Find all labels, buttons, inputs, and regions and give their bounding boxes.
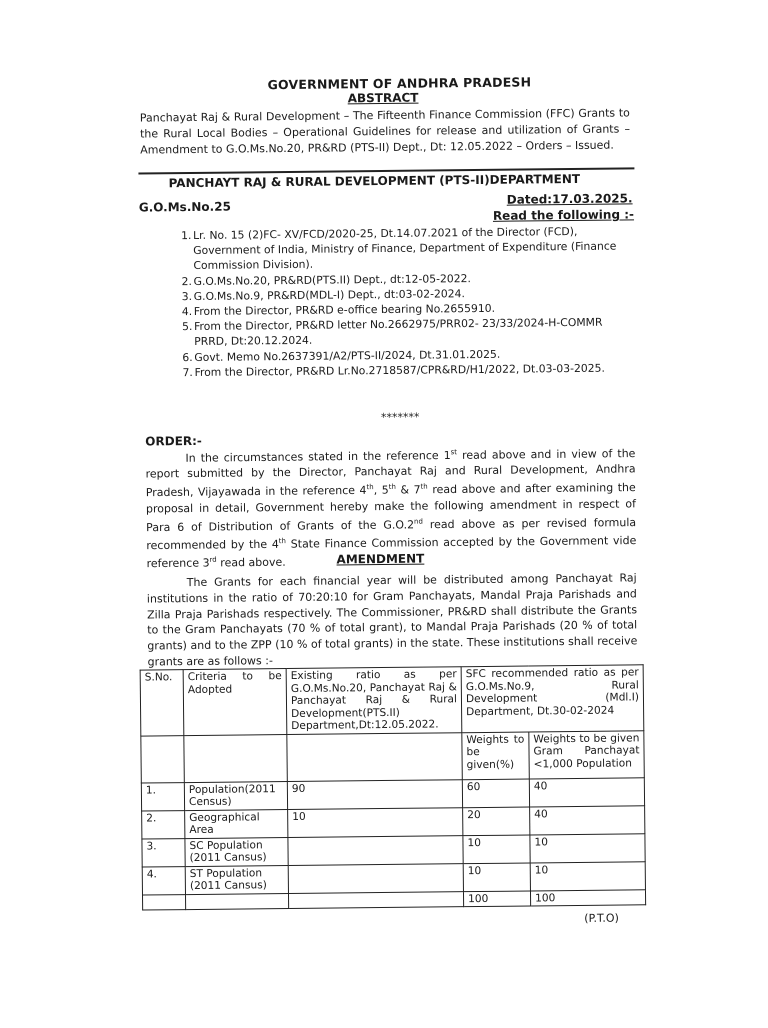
reference-text: Govt. Memo No.2637391/A2/PTS-II/2024, Dt.31.01.2025.: [194, 347, 501, 364]
header-existing-ratio: Existing ratio as per G.O.Ms.No.20, Panchayat Raj & Panchayat Raj & Rural Development(PTS.II) Department,Dt:12.05.2022.: [286, 667, 462, 734]
subheader-weights: Weights to be given(%): [462, 731, 529, 779]
table-cell: [142, 894, 185, 910]
cell-sno: 4.: [142, 866, 185, 894]
read-following-heading: [493, 207, 634, 222]
header-sfc-ratio: SFC recommended ratio as per G.O.Ms.No.9, Rural Development (Mdl.I) Department, Dt.30-02-2024: [461, 665, 644, 732]
reference-number: 1.: [181, 229, 192, 243]
reference-text: From the Director, PR&RD letter No.2662975/PRR02- 23/33/2024-H-COMMR PRRD, Dt:20.12.2024.: [193, 315, 603, 349]
amendment-heading: AMENDMENT: [336, 551, 425, 567]
table-header-row: [140, 665, 644, 736]
cell-existing: [288, 863, 463, 893]
cell-sno: 1.: [141, 782, 184, 810]
reference-number: 4.: [181, 305, 193, 319]
cell-sno: 2.: [142, 810, 185, 838]
cell-gram: 10: [530, 861, 645, 890]
table-cell: [185, 893, 288, 910]
amendment-paragraph: The Grants for each financial year will be distributed among Panchayat Raj institutions in the ratio of 70:20:10 for Gram Panchayats, Mandal Praja Parishads and Zilla Praja Parishads respectively. The Commissioner, PR&RD shall distribute the Grants to the Gram Panchayats (70 % of total grant), to Mandal Praja Parishads (20 % of total grants) and to the ZPP (10 % of total grants) in the state. These institutions shall receive grants are as follows :-: [146, 571, 638, 669]
subject-paragraph: Panchayat Raj & Rural Development – The Fifteenth Finance Commission (FFC) Grants to the Rural Local Bodies – Operational Guidelines for release and utilization of Grants – Amendment to G.O.Ms.No.20, PR&RD (PTS-II) Dept., Dt: 12.05.2022 – Orders – Issued.: [139, 106, 631, 157]
subheader-gram-panchayat: Weights to be given Gram Panchayat <1,000 Population: [529, 730, 644, 778]
cell-criteria: SC Population (2011 Cansus): [185, 837, 288, 866]
reference-item: [182, 315, 632, 350]
order-heading: ORDER:-: [145, 433, 202, 449]
cell-weights: 10: [463, 862, 530, 891]
cell-weights: 20: [463, 806, 530, 835]
department-title: PANCHAYT RAJ & RURAL DEVELOPMENT (PTS-II)DEPARTMENT: [168, 171, 581, 191]
table-cell: [287, 732, 462, 781]
cell-gram: 40: [529, 777, 644, 806]
table-subheader-row: [141, 730, 644, 782]
reference-number: 3.: [181, 289, 193, 303]
header-criteria: Criteria to be Adopted: [183, 669, 287, 736]
reference-number: 2.: [181, 274, 192, 288]
cell-existing: [288, 835, 463, 865]
reference-text: G.O.Ms.No.9, PR&RD(MDL-I) Dept., dt:03-02-2024.: [193, 286, 465, 303]
reference-list: [181, 223, 633, 380]
reference-item: [181, 223, 631, 273]
reference-text: Lr. No. 15 (2)FC- XV/FCD/2020-25, Dt.14.07.2021 of the Director (FCD), Government of India, Ministry of Finance, Department of Expenditure (Finance Commission Division).: [193, 224, 617, 273]
cell-weights: 60: [462, 778, 529, 807]
cell-criteria: Geographical Area: [185, 809, 288, 838]
cell-gram: 10: [530, 833, 645, 862]
cell-total-weights: 100: [463, 890, 530, 906]
cell-criteria: Population(2011 Census): [184, 781, 287, 810]
table-cell: [141, 735, 184, 782]
reference-text: From the Director, PR&RD Lr.No.2718587/CPR&RD/H1/2022, Dt.03-03-2025.: [194, 361, 605, 379]
go-number: G.O.Ms.No.25: [138, 199, 231, 215]
abstract-heading: ABSTRACT: [347, 90, 419, 106]
cell-weights: 10: [463, 834, 530, 863]
reference-number: 6.: [182, 350, 193, 364]
header-sno: S.No.: [140, 670, 184, 736]
grants-weightage-table: [140, 664, 646, 910]
reference-text: From the Director, PR&RD e-office bearing No.2655910.: [193, 301, 496, 318]
government-title: GOVERNMENT OF ANDHRA PRADESH: [267, 74, 532, 93]
order-paragraph: In the circumstances stated in the reference 1st read above and in view of the report submitted by the Director, Panchayat Raj and Rural Development, Andhra Pradesh, Vijayawada in the reference 4th, 5th & 7th read above and after examining the proposal in detail, Government hereby make the following amendment in respect of Para 6 of Distribution of Grants of the G.O.2nd read above as per revised formula recommended by the 4th State Finance Commission accepted by the Government vide reference 3rd read above.: [145, 447, 637, 571]
reference-number: 5.: [181, 320, 193, 334]
separator-stars: *******: [380, 410, 420, 425]
reference-text: G.O.Ms.No.20, PR&RD(PTS.II) Dept., dt:12-05-2022.: [193, 271, 471, 288]
table-cell: [288, 891, 463, 908]
cell-existing: 90: [287, 779, 462, 809]
cell-existing: 10: [288, 807, 463, 837]
table-cell: [184, 734, 287, 782]
cell-gram: 40: [530, 805, 645, 834]
page-turn-over: (P.T.O): [584, 911, 619, 925]
cell-sno: 3.: [142, 838, 185, 866]
order-date: Dated:17.03.2025.: [506, 191, 633, 207]
cell-total-gram: 100: [530, 889, 645, 906]
read-following-text: Read the following :-: [492, 207, 635, 223]
cell-criteria: ST Population (2011 Cansus): [185, 865, 288, 894]
reference-number: 7.: [182, 365, 193, 379]
